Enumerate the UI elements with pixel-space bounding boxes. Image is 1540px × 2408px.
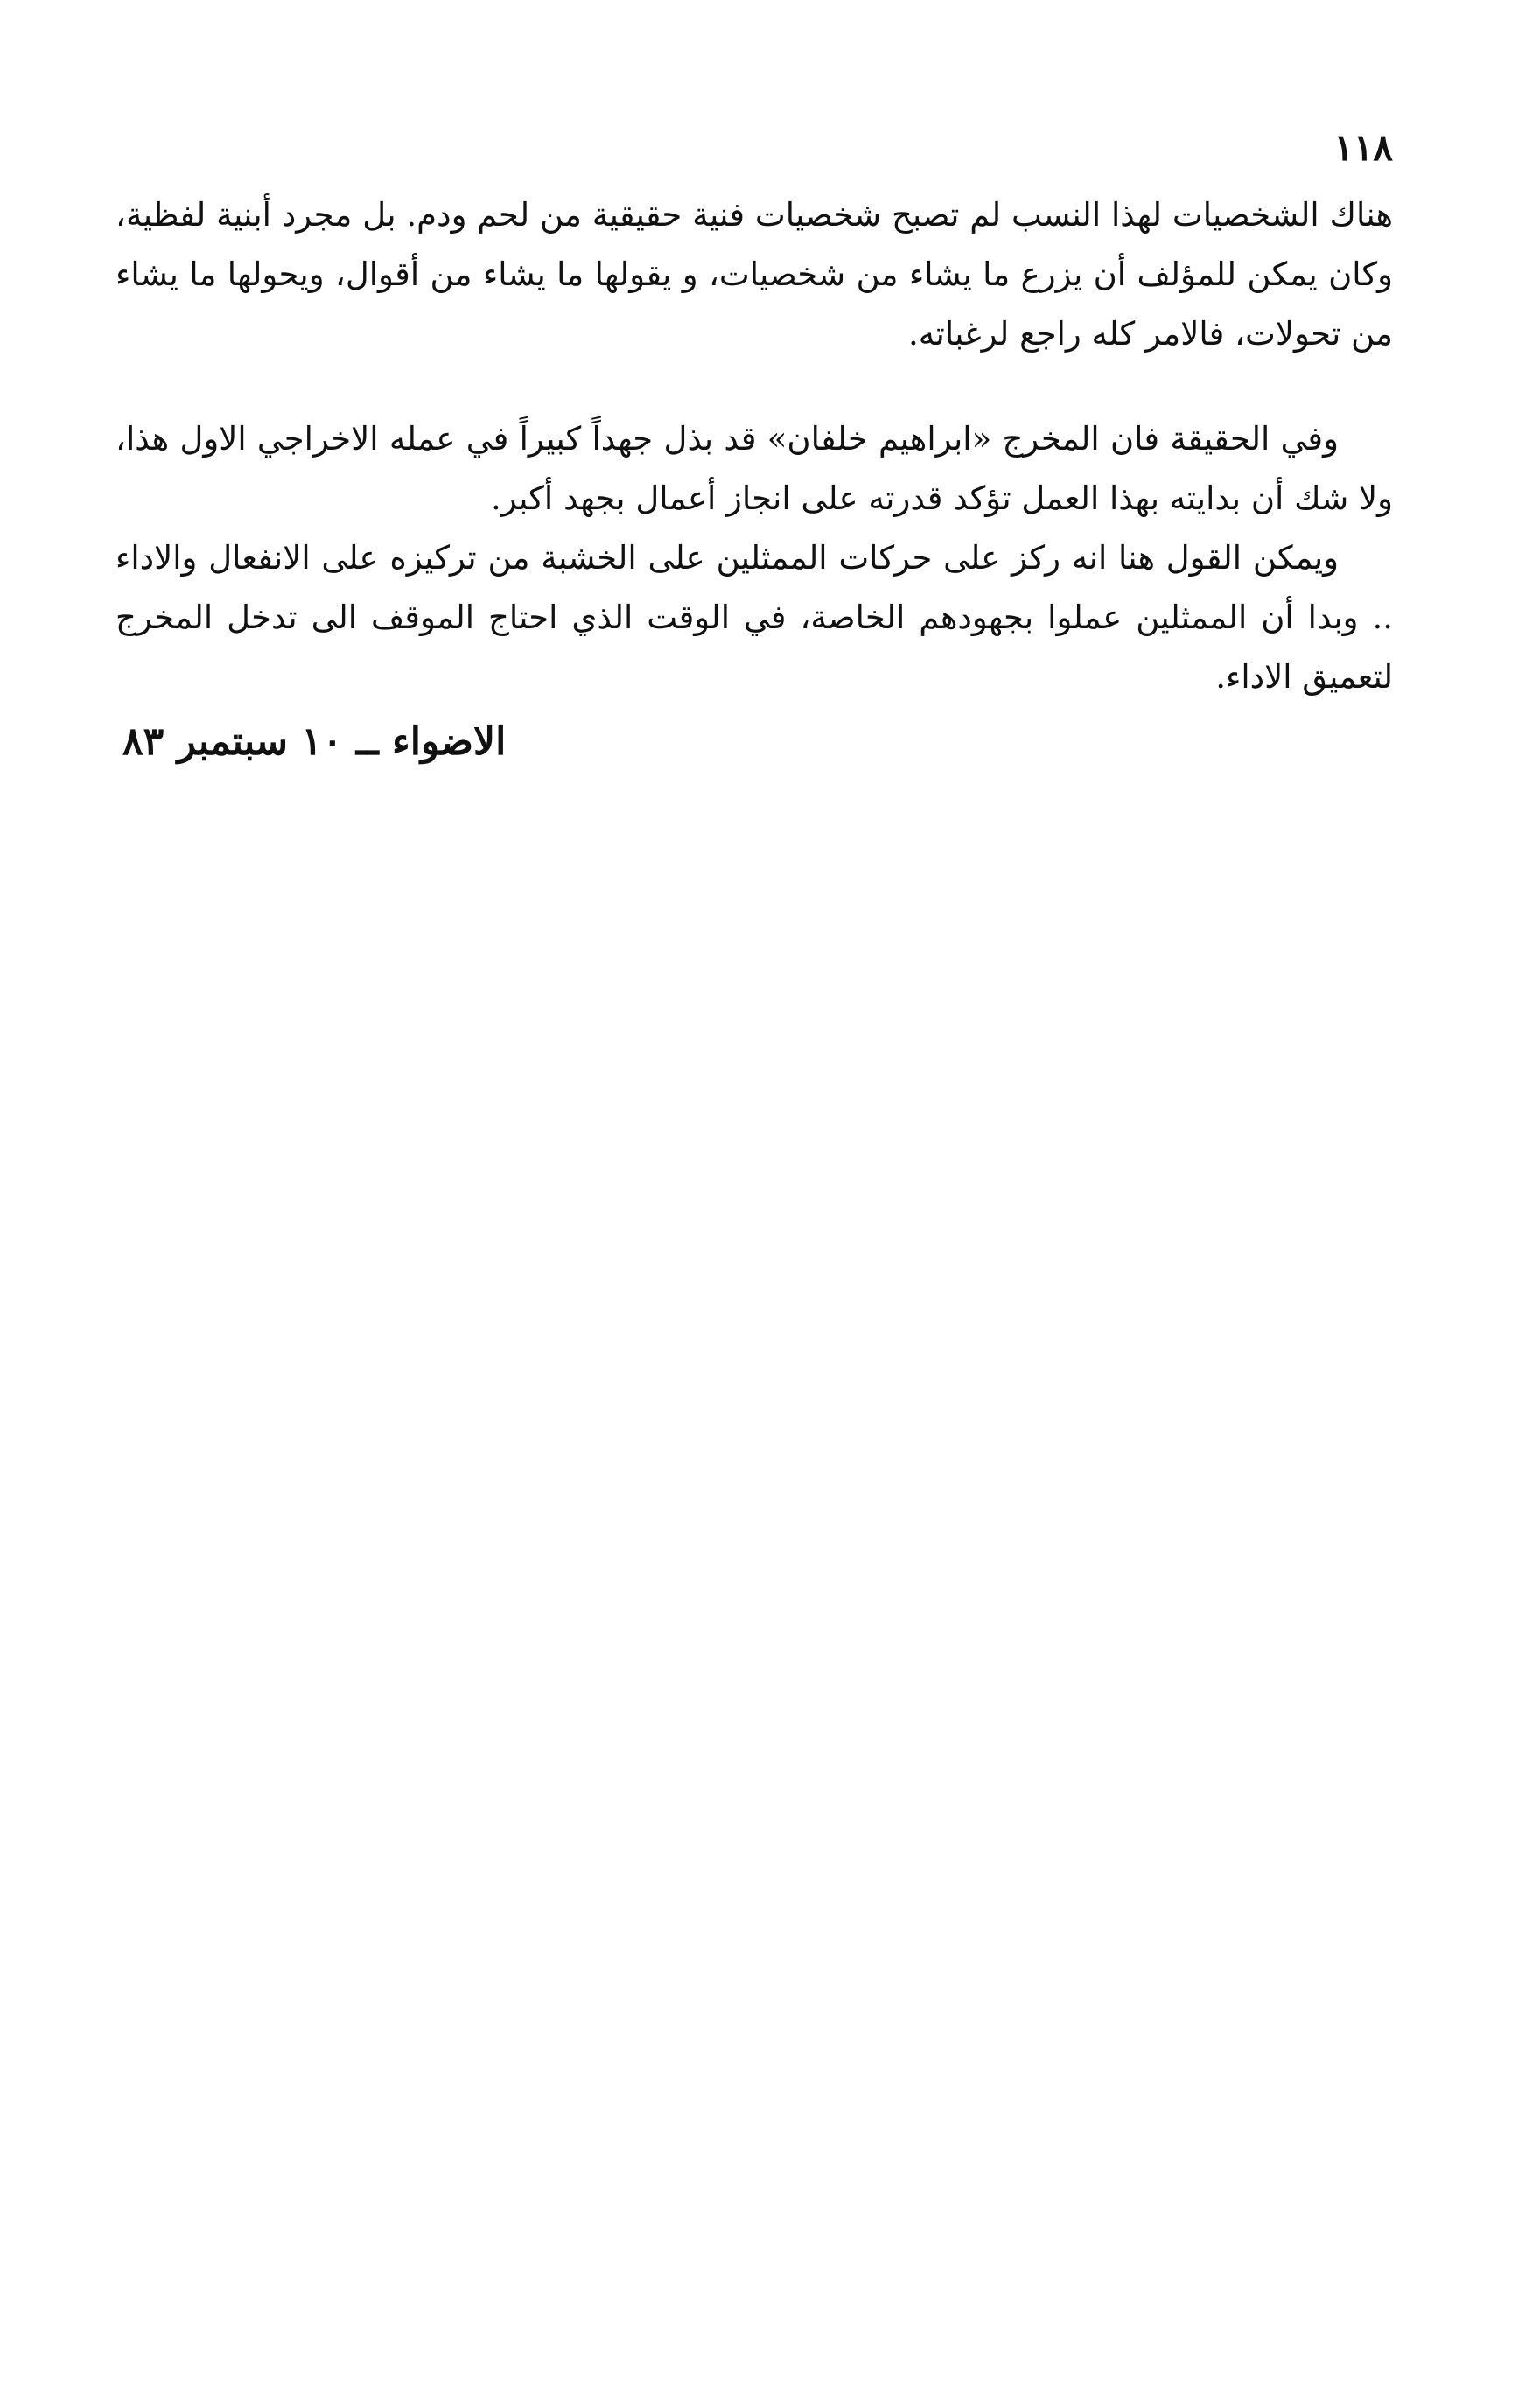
page-number: ١١٨ [1334, 126, 1393, 169]
source-citation: الاضواء ــ ١٠ سبتمبر ٨٣ [122, 719, 507, 764]
paragraph-3: ويمكن القول هنا انه ركز على حركات الممثلين على الخشبة من تركيزه على الانفعال والاداء .. وبدا أن الممثلين عملوا بجهودهم الخاصة، في الوقت الذي احتاج الموقف الى تدخل المخرج لتعميق الاداء. [116, 539, 1393, 696]
paragraph-2: وفي الحقيقة فان المخرج «ابراهيم خلفان» قد بذل جهداً كبيراً في عمله الاخراجي الاول هذا، ولا شك أن بدايته بهذا العمل تؤكد قدرته على انجاز أعمال بجهد أكبر. [116, 420, 1393, 517]
paragraph-1: هناك الشخصيات لهذا النسب لم تصبح شخصيات فنية حقيقية من لحم ودم. بل مجرد أبنية لفظية، وكان يمكن للمؤلف أن يزرع ما يشاء من شخصيات، و يقولها ما يشاء من أقوال، ويحولها ما يشاء من تحولات، فالامر كله راجع لرغباته. [116, 196, 1393, 353]
article-body [116, 186, 1393, 707]
